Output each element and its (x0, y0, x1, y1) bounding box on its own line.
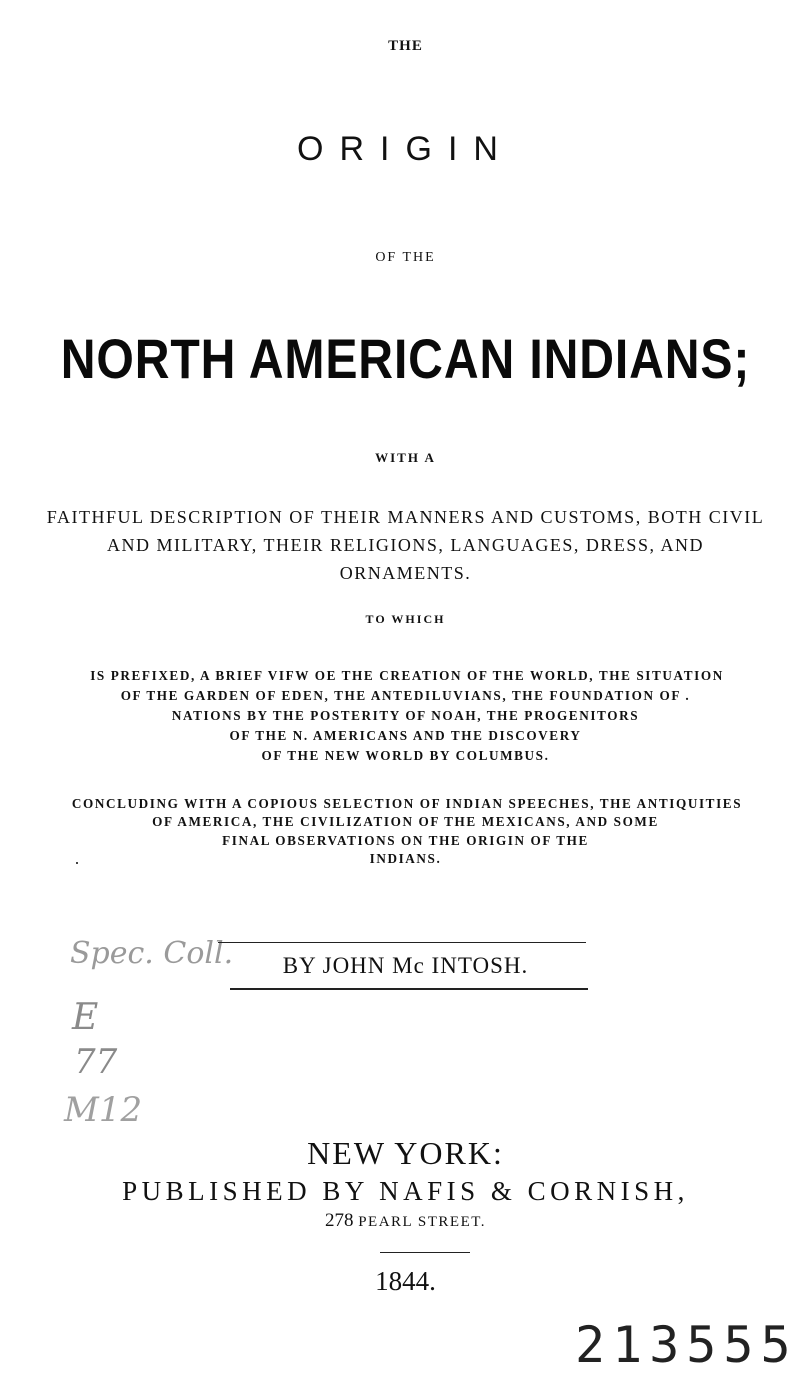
main-title: NORTH AMERICAN INDIANS; (60, 327, 751, 390)
publisher-address (0, 1210, 811, 1232)
accession-number: 213555 (575, 1316, 798, 1374)
concluding-line: INDIANS. (369, 851, 442, 866)
with-a-label: WITH A (375, 450, 436, 465)
description-line: FAITHFUL DESCRIPTION OF THEIR MANNERS AND CUSTOMS, BOTH CIVIL (46, 507, 765, 527)
handwritten-note: 77 (74, 1042, 118, 1082)
title-of-the: OF THE (375, 250, 436, 265)
prefix-line: IS PREFIXED, A BRIEF VIFW OE THE CREATION OF THE WORLD, THE SITUATION (90, 668, 724, 683)
author-rule-bottom (230, 988, 588, 990)
ink-speck (76, 862, 78, 864)
concluding-line: FINAL OBSERVATIONS ON THE ORIGIN OF THE (222, 833, 589, 848)
address-number: 278 (324, 1210, 354, 1231)
handwritten-note: M12 (64, 1090, 143, 1130)
publisher-line: PUBLISHED BY NAFIS & CORNISH, (122, 1176, 689, 1206)
publication-city: NEW YORK: (307, 1135, 504, 1171)
concluding-line: CONCLUDING WITH A COPIOUS SELECTION OF INDIAN SPEECHES, THE ANTIQUITIES (71, 796, 743, 811)
prefix-line: OF THE NEW WORLD BY COLUMBUS. (261, 748, 550, 763)
publication-year: 1844. (375, 1266, 436, 1296)
title-origin: ORIGIN (297, 130, 514, 168)
author-line: BY JOHN Mc INTOSH. (282, 953, 529, 978)
title-the: THE (388, 38, 423, 54)
prefix-line: OF THE GARDEN OF EDEN, THE ANTEDILUVIANS, THE FOUNDATION OF . (120, 688, 691, 703)
year-rule (380, 1252, 470, 1253)
handwritten-note: Spec. Coll. (70, 936, 234, 971)
prefix-line: OF THE N. AMERICANS AND THE DISCOVERY (229, 728, 582, 743)
description-line: AND MILITARY, THEIR RELIGIONS, LANGUAGES, DRESS, AND (107, 535, 704, 555)
description-line: ORNAMENTS. (339, 563, 472, 583)
author-rule-top (218, 942, 586, 943)
prefix-line: NATIONS BY THE POSTERITY OF NOAH, THE PROGENITORS (171, 708, 640, 723)
concluding-line: OF AMERICA, THE CIVILIZATION OF THE MEXICANS, AND SOME (152, 814, 659, 829)
handwritten-note: E (72, 997, 99, 1038)
address-street: PEARL STREET. (358, 1214, 487, 1230)
to-which-label: TO WHICH (365, 612, 446, 626)
